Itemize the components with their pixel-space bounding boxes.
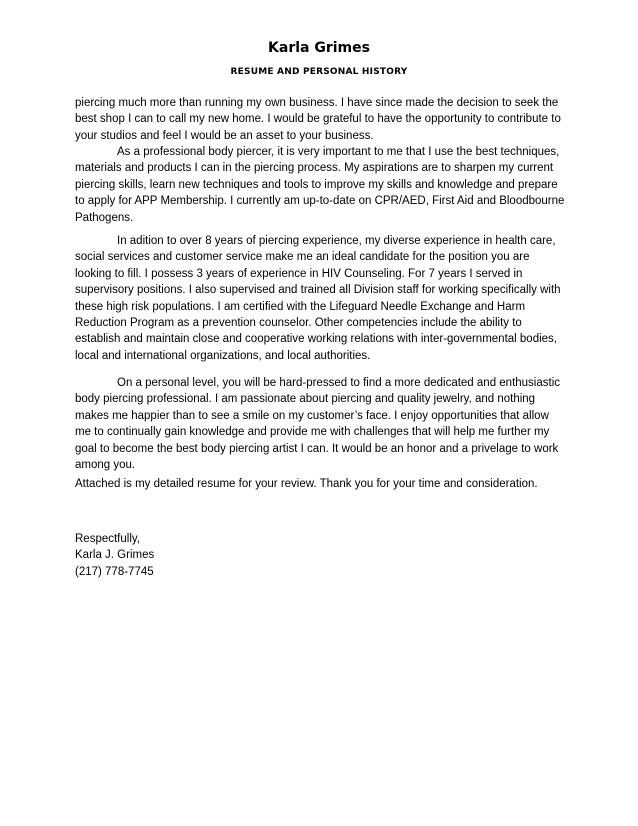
document-subtitle: RESUME AND PERSONAL HISTORY [230,67,408,77]
paragraph-text: piercing much more than running my own business. I have since made the decision to seek the best shop I can to call my new home. I would be grateful to have the opportunity to contribute to your studios and feel I would be an asset to your business. [75,97,561,142]
paragraph-text: Attached is my detailed resume for your review. Thank you for your time and consideration. [75,478,538,490]
body-paragraph-3 [75,233,565,364]
paragraph-text: In adition to over 8 years of piercing experience, my diverse experience in health care, social services and customer service make me an ideal candidate for the position you are looking to fill. I possess 3 years of experience in HIV Counseling. For 7 years I served in supervisory positions. I also supervised and trained all Division staff for working specifically with these high risk populations. I am certified with the Lifeguard Needle Exchange and Harm Reduction Program as a prevention counselor. Other competencies include the ability to establish and maintain close and cooperative working relations with inter-governmental bodies, local and international organizations, and local authorities. [75,235,561,362]
paragraph-text: As a professional body piercer, it is very important to me that I use the best techniques, materials and products I can in the piercing process. My aspirations are to sharpen my current piercing skills, learn new techniques and tools to improve my skills and knowledge and prepare to apply for APP Membership. I currently am up-to-date on CPR/AED, First Aid and Bloodbourne Pathogens. [75,146,565,224]
applicant-name: Karla Grimes [268,40,370,56]
signature-block [75,531,565,580]
closing-line: Respectfully, [75,533,140,545]
signature-name: Karla J. Grimes [75,549,155,562]
paragraph-text: On a personal level, you will be hard-pressed to find a more dedicated and enthusiastic body piercing professional. I am passionate about piercing and quality jewelry, and nothing makes me happier than to see a smile on my customer’s face. I enjoy opportunities that allow me to continually gain knowledge and provide me with challenges that will help me further my goal to become the best body piercing artist I can. It would be an honor and a privelage to work among you. [75,377,561,472]
body-paragraph-5 [75,476,565,492]
body-paragraph-2 [75,144,565,226]
phone-number: (217) 778-7745 [75,565,154,578]
body-paragraph-4 [75,375,565,473]
body-paragraph-1 [75,95,565,144]
